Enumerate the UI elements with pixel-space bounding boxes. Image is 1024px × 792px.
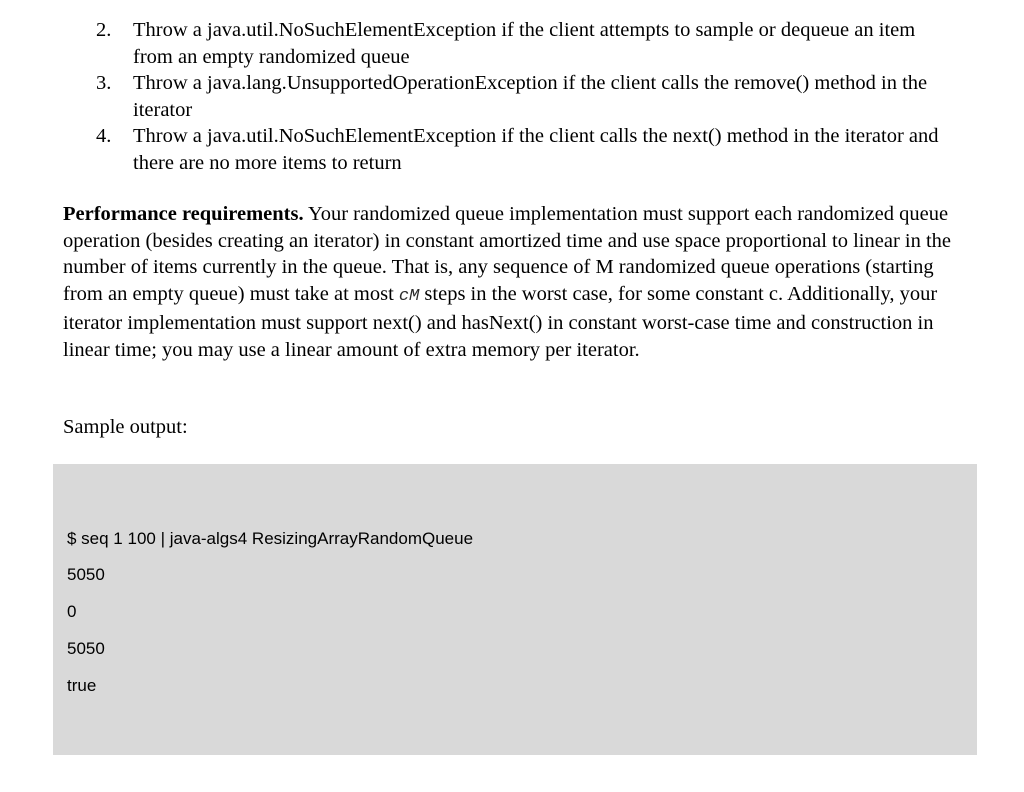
list-item-number: 2. — [96, 19, 112, 41]
command-line: $ seq 1 100 | java-algs4 ResizingArrayRandomQueue — [67, 529, 474, 548]
inline-code-cm: cM — [398, 286, 420, 306]
sample-output-label: Sample output: — [63, 416, 188, 438]
list-item — [96, 70, 956, 123]
list-item-number: 4. — [96, 125, 112, 147]
list-item-text: Throw a java.lang.UnsupportedOperationException if the client calls the remove() method in the iterator — [133, 72, 928, 121]
performance-paragraph — [63, 201, 963, 364]
list-item-number: 3. — [96, 72, 112, 94]
performance-text-before: Your randomized queue implementation must support each randomized queue operation (besides creating an iterator) in constant amortized time and use space proportional to linear in the number of items currently in the queue. That is, any sequence of M randomized queue operations (starting from an empty queue) must take at most — [63, 203, 952, 305]
sample-output-box — [53, 464, 977, 755]
list-item — [96, 17, 956, 70]
output-line: true — [67, 676, 97, 695]
list-item — [96, 123, 956, 176]
performance-text-after: steps in the worst case, for some constant c. Additionally, your iterator implementation must support next() and hasNext() in constant worst-case time and construction in linear time; you may use a linear amount of extra memory per iterator. — [63, 282, 938, 361]
list-item-text: Throw a java.util.NoSuchElementException if the client calls the next() method in the iterator and there are no more items to return — [133, 125, 939, 174]
list-item-text: Throw a java.util.NoSuchElementException if the client attempts to sample or dequeue an item from an empty randomized queue — [133, 19, 916, 68]
requirements-list — [96, 17, 956, 176]
output-line: 5050 — [67, 565, 105, 584]
output-line: 5050 — [67, 639, 105, 658]
performance-heading: Performance requirements. — [63, 203, 304, 225]
output-line: 0 — [67, 602, 77, 621]
